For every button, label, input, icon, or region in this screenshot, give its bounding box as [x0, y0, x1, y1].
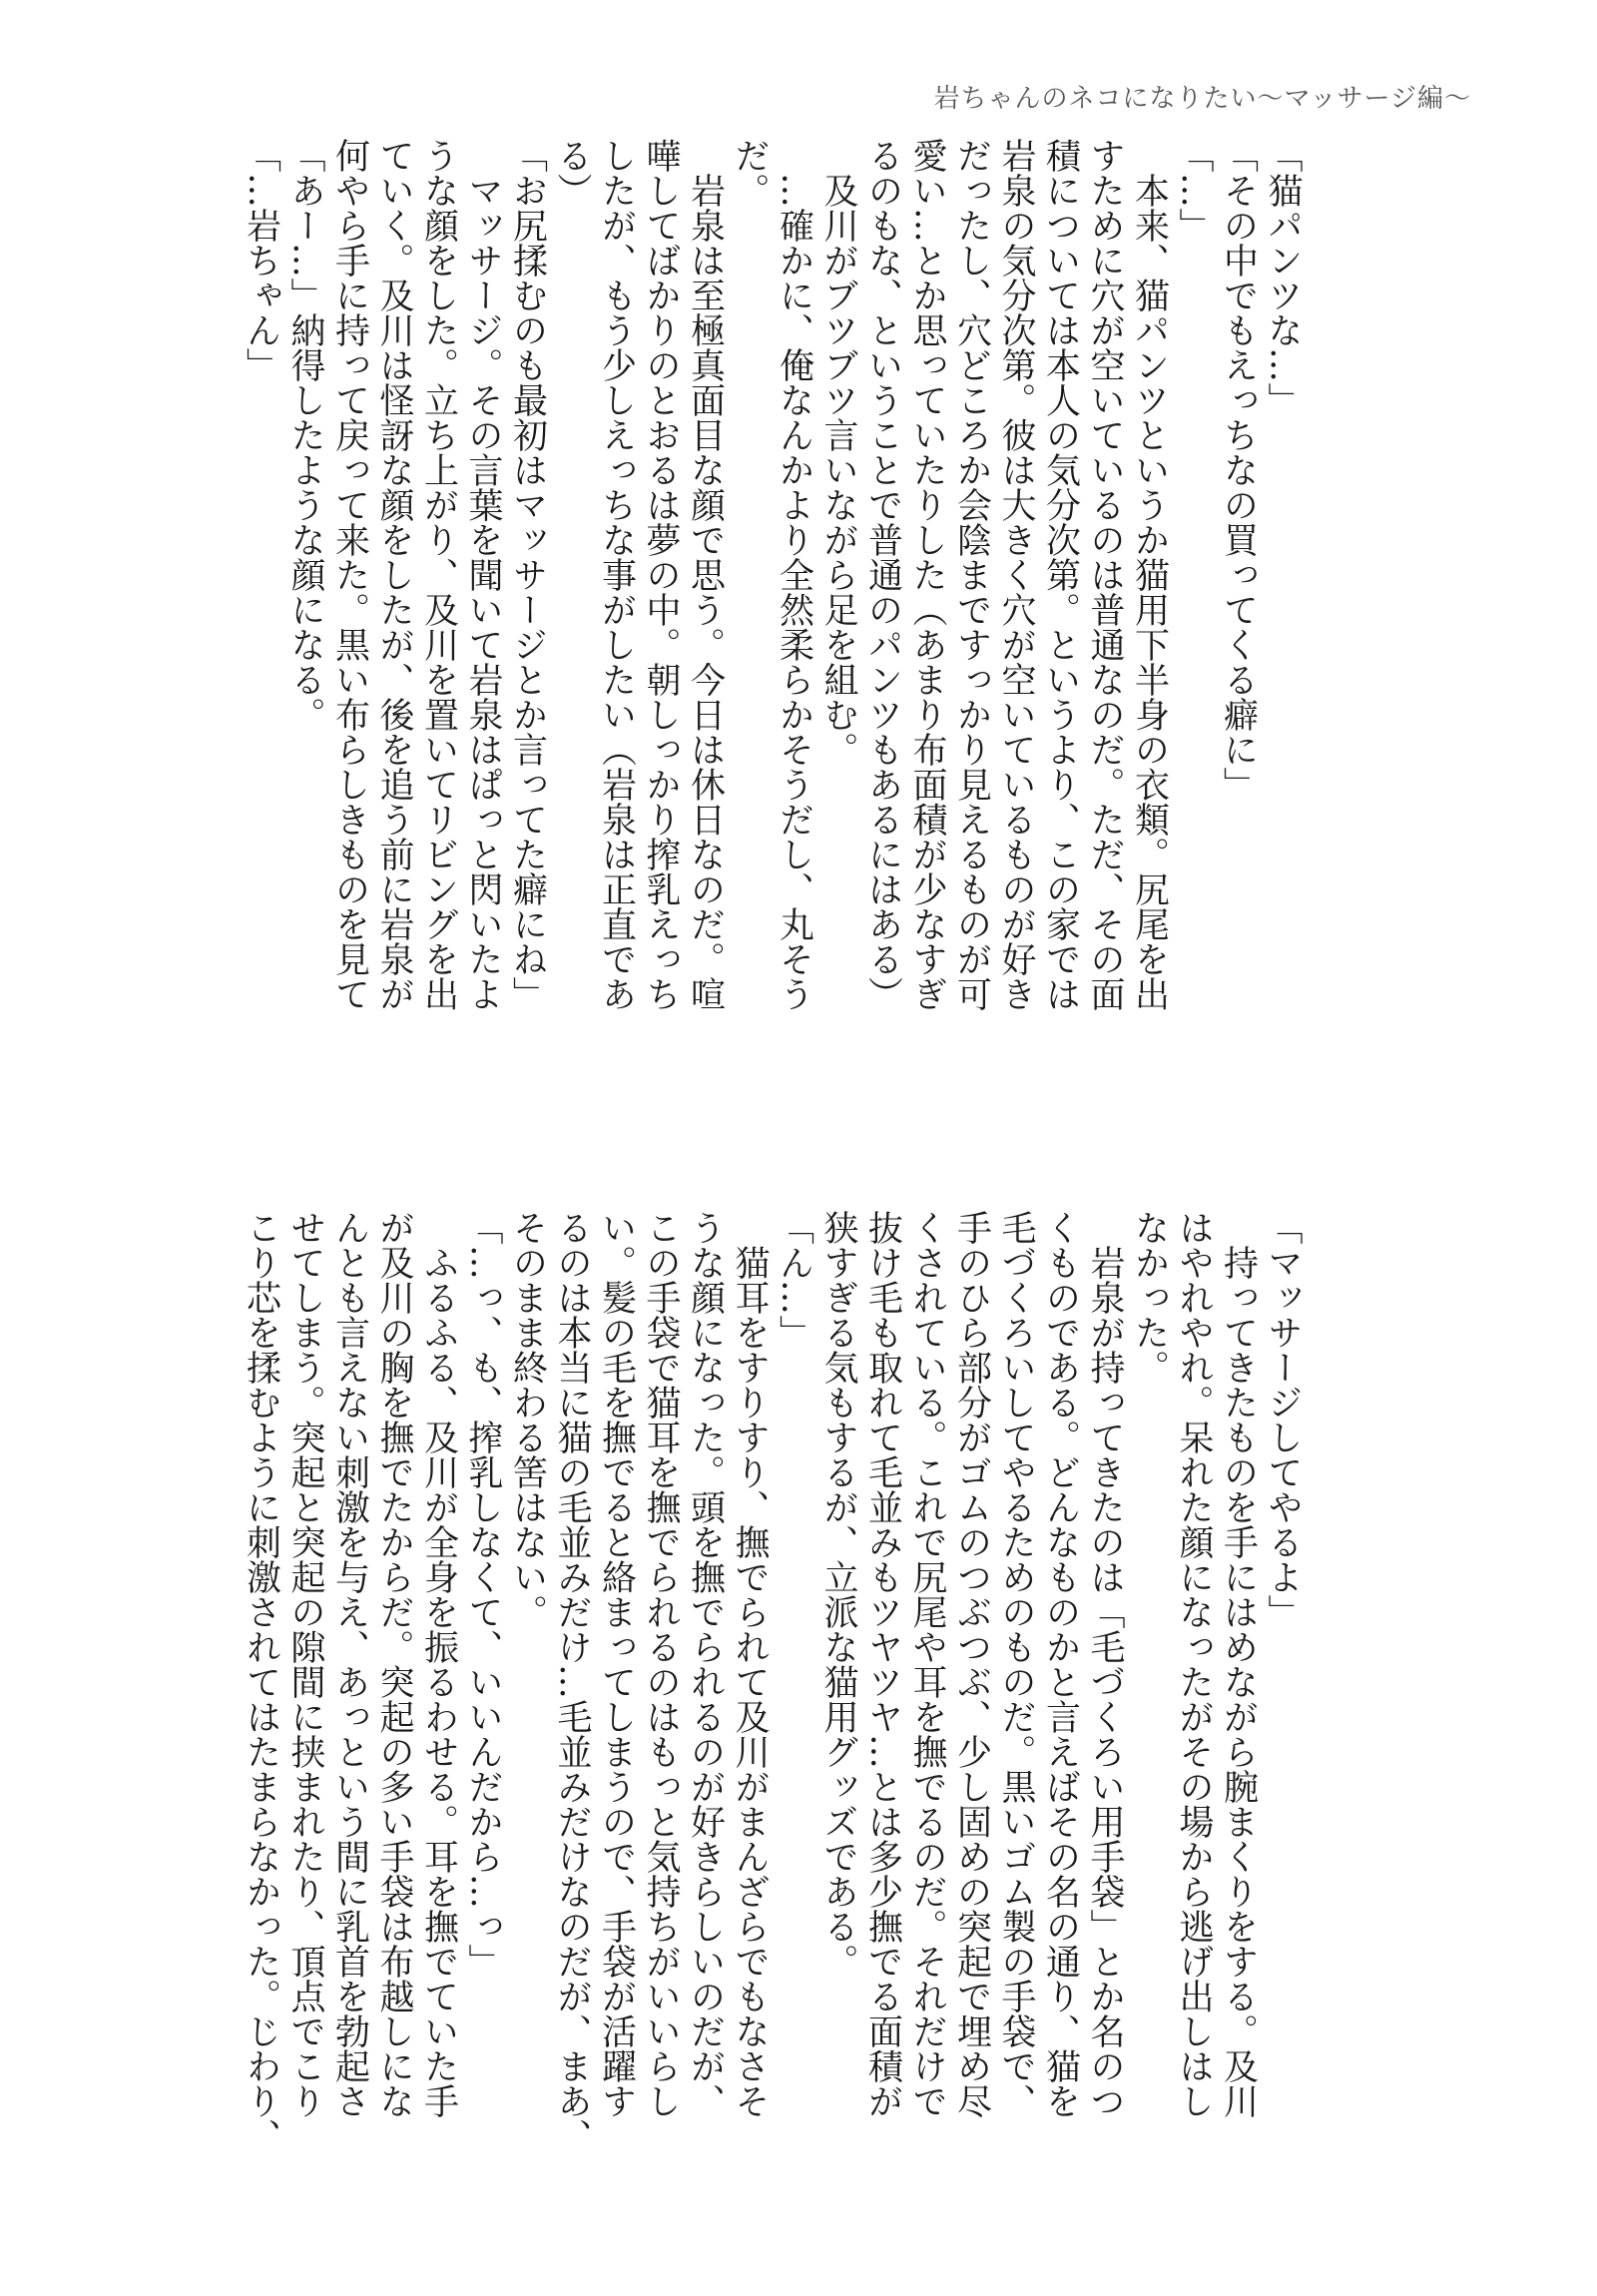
text-column: うな顔になった。頭を撫でられるのが好きらしいのだが、 — [685, 1210, 726, 2118]
bottom-text-block — [239, 1210, 1305, 2153]
text-column: マッサージ。その言葉を聞いて岩泉はぱっと閃いたよ — [463, 138, 503, 1011]
running-header-title: 岩ちゃんのネコになりたい〜マッサージ編〜 — [933, 84, 1471, 114]
text-column: ていく。及川は怪訝な顔をしたが、後を追う前に岩泉が — [374, 138, 414, 1011]
text-column: 毛づくろいしてやるためのものだ。黒いゴム製の手袋で、 — [996, 1210, 1036, 2118]
text-column: 岩泉は至極真面目な顔で思う。今日は休日なのだ。喧 — [685, 138, 726, 1011]
text-column: 何やら手に持って戻って来た。黒い布らしきものを見て — [329, 138, 370, 1011]
text-column: が及川の胸を撫でたからだ。突起の多い手袋は布越しにな — [374, 1210, 414, 2118]
text-column: だ。 — [730, 138, 770, 208]
text-column: 「その中でもえっちなの買ってくる癖に」 — [1218, 138, 1259, 802]
text-column: 「…っ、も、搾乳しなくて、いいんだから…っ」 — [463, 1210, 503, 1979]
text-column: 持ってきたものを手にはめながら腕まくりをする。及川 — [1218, 1210, 1259, 2118]
text-column: こり芯を揉むように刺激されてはたまらなかった。じわり、 — [241, 1210, 281, 2153]
text-column: い。髪の毛を撫でると絡まってしまうので、手袋が活躍す — [596, 1210, 637, 2118]
text-column: ふるふる、及川が全身を振るわせる。耳を撫でていた手 — [418, 1210, 459, 2118]
text-column: だったし、穴どころか会陰まですっかり見えるものが可 — [951, 138, 992, 1011]
text-column: したが、もう少しえっちな事がしたい（岩泉は正直であ — [596, 138, 637, 1011]
text-column: んとも言えない刺激を与え、あっという間に乳首を勃起さ — [329, 1210, 370, 2118]
text-column: …確かに、俺なんかより全然柔らかそうだし、丸そう — [774, 138, 814, 1011]
text-column: 愛い…とか思っていたりした（あまり布面積が少なすぎ — [907, 138, 947, 1011]
text-column: くものである。どんなものかと言えばその名の通り、猫を — [1040, 1210, 1081, 2118]
text-column: 嘩してばかりのとおるは夢の中。朝しっかり搾乳えっち — [641, 138, 681, 1011]
text-column: はやれやれ。呆れた顔になったがその場から逃げ出しはし — [1174, 1210, 1214, 2118]
text-column: うな顔をした。立ち上がり、及川を置いてリビングを出 — [418, 138, 459, 1011]
text-column: 「お尻揉むのも最初はマッサージとか言ってた癖にね」 — [507, 138, 548, 1011]
text-column: 手のひら部分がゴムのつぶつぶ、少し固めの突起で埋め尽 — [951, 1210, 992, 2118]
text-column: 及川がブツブツ言いながら足を組む。 — [818, 138, 858, 767]
text-column: 「マッサージしてやるよ」 — [1263, 1210, 1303, 1629]
text-column: 岩泉が持ってきたのは「毛づくろい用手袋」とか名のつ — [1085, 1210, 1125, 2118]
text-column: るのもな、ということで普通のパンツもあるにはある） — [862, 138, 903, 1011]
text-column: 「…岩ちゃん」 — [241, 138, 281, 382]
text-column: なかった。 — [1129, 1210, 1170, 1385]
text-column: くされている。これで尻尾や耳を撫でるのだ。それだけで — [907, 1210, 947, 2118]
text-column: 「あー…」納得したような顔になる。 — [285, 138, 325, 732]
text-column: そのまま終わる筈はない。 — [507, 1210, 548, 1629]
text-column: 積については本人の気分次第。というより、この家では — [1040, 138, 1081, 1011]
top-text-block — [239, 138, 1305, 1036]
text-column: 「猫パンツな…」 — [1263, 138, 1303, 417]
text-column: るのは本当に猫の毛並みだけ…毛並みだけなのだが、まあ、 — [552, 1210, 592, 2153]
text-column: 本来、猫パンツというか猫用下半身の衣類。尻尾を出 — [1129, 138, 1170, 1011]
text-column: この手袋で猫耳を撫でられるのはもっと気持ちがいいらし — [641, 1210, 681, 2118]
text-column: 岩泉の気分次第。彼は大きく穴が空いているものが好き — [996, 138, 1036, 1011]
text-column: 抜け毛も取れて毛並みもツヤツヤ…とは多少撫でる面積が — [862, 1210, 903, 2118]
text-column: る） — [552, 138, 592, 208]
text-column: すために穴が空いているのは普通なのだ。ただ、その面 — [1085, 138, 1125, 1011]
text-column: 猫耳をすりすり、撫でられて及川がまんざらでもなさそ — [730, 1210, 770, 2118]
text-column: 狭すぎる気もするが、立派な猫用グッズである。 — [818, 1210, 858, 1979]
text-column: せてしまう。突起と突起の隙間に挟まれたり、頂点でこり — [285, 1210, 325, 2118]
text-column: 「ん…」 — [774, 1210, 814, 1350]
text-column: 「…」 — [1174, 138, 1214, 243]
